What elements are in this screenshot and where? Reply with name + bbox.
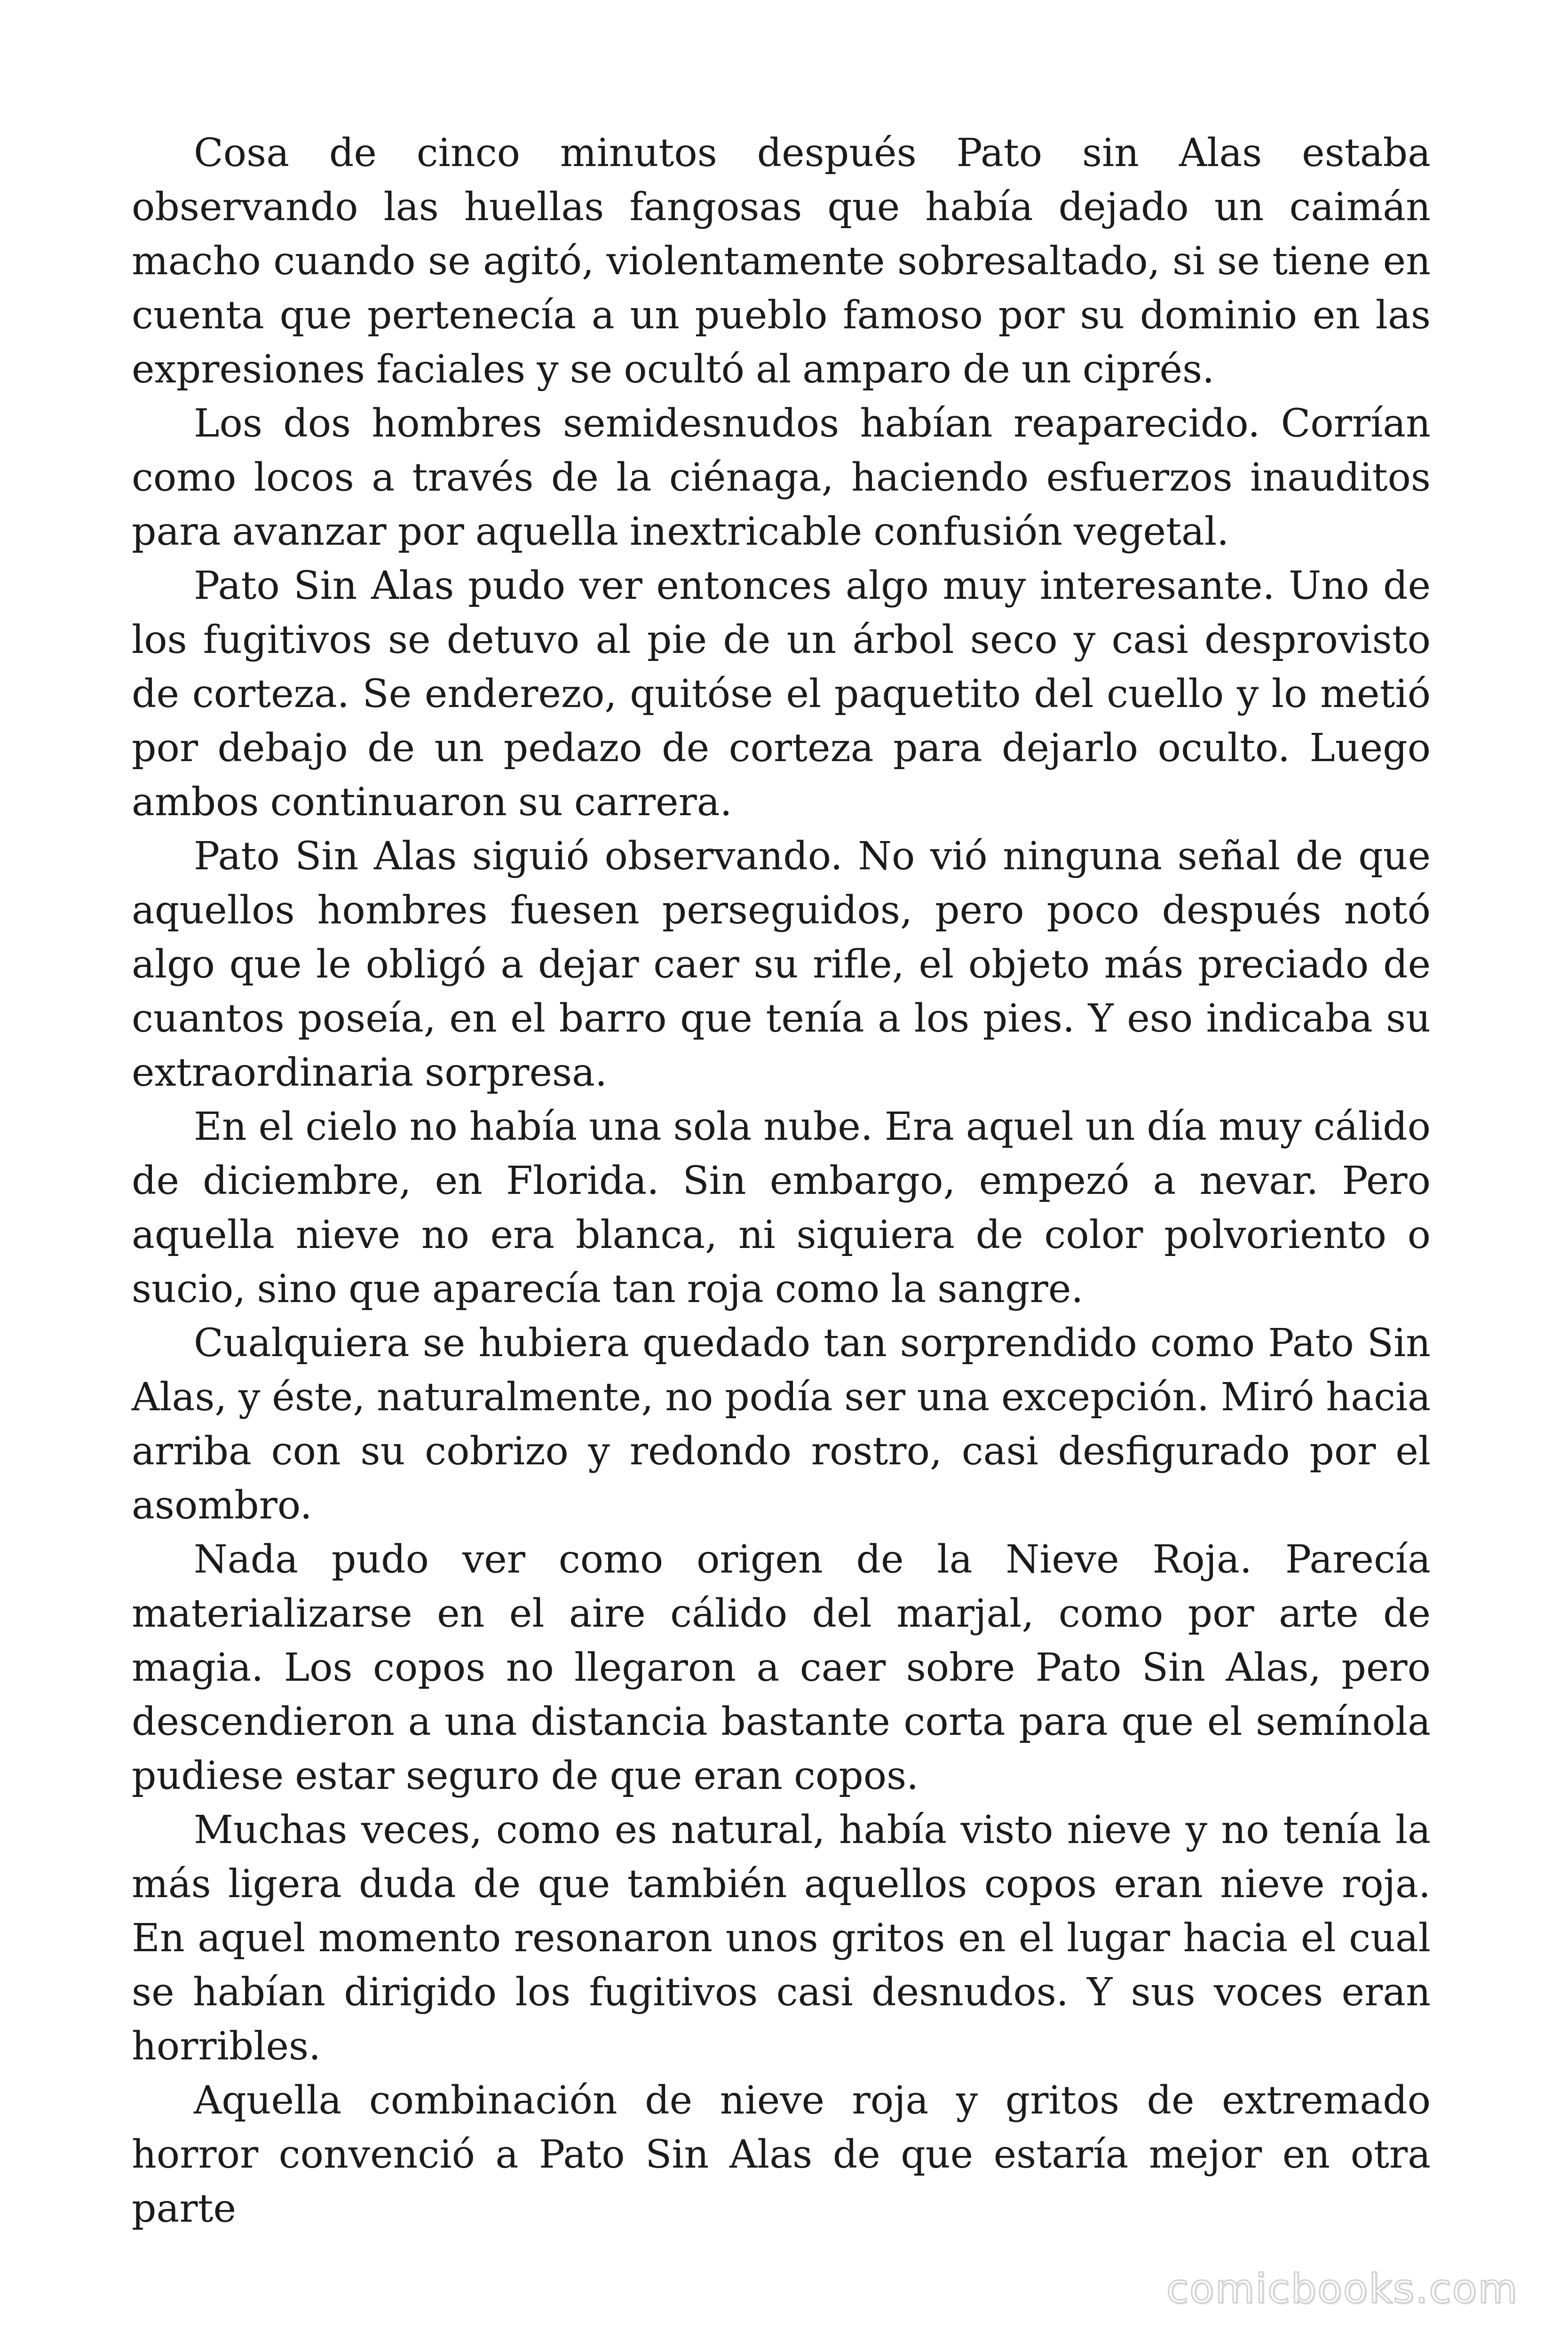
paragraph: Nada pudo ver como origen de la Nieve Roja. Parecía materializarse en el aire cálido del marjal, como por arte de magia. Los copos no llegaron a caer sobre Pato Sin Alas, pero descendieron a una distancia bastante corta para que el semínola pudiese estar seguro de que eran copos. [132,1537,1431,1798]
paragraph: Muchas veces, como es natural, había visto nieve y no tenía la más ligera duda de que también aquellos copos eran nieve roja. En aquel momento resonaron unos gritos en el lugar hacia el cual se habían dirigido los fugitivos casi desnudos. Y sus voces eran horribles. [132,1808,1431,2069]
paragraph: Aquella combinación de nieve roja y gritos de extremado horror convenció a Pato Sin Alas de que estaría mejor en otra parte [132,2078,1431,2231]
paragraph: Los dos hombres semidesnudos habían reaparecido. Corrían como locos a través de la ciénaga, haciendo esfuerzos inauditos para avanzar por aquella inextricable confusión vegetal. [132,401,1431,554]
paragraph: Cualquiera se hubiera quedado tan sorprendido como Pato Sin Alas, y éste, naturalmente, no podía ser una excepción. Miró hacia arriba con su cobrizo y redondo rostro, casi desfigurado por el asombro. [132,1321,1431,1528]
book-page-text [132,126,1431,2236]
paragraph: En el cielo no había una sola nube. Era aquel un día muy cálido de diciembre, en Florida. Sin embargo, empezó a nevar. Pero aquella nieve no era blanca, ni siquiera de color polvoriento o sucio, sino que aparecía tan roja como la sangre. [132,1104,1431,1311]
paragraph: Pato Sin Alas pudo ver entonces algo muy interesante. Uno de los fugitivos se detuvo al pie de un árbol seco y casi desprovisto de corteza. Se enderezo, quitóse el paquetito del cuello y lo metió por debajo de un pedazo de corteza para dejarlo oculto. Luego ambos continuaron su carrera. [132,564,1431,825]
paragraph: Cosa de cinco minutos después Pato sin Alas estaba observando las huellas fangosas que había dejado un caimán macho cuando se agitó, violentamente sobresaltado, si se tiene en cuenta que pertenecía a un pueblo famoso por su dominio en las expresiones faciales y se ocultó al amparo de un ciprés. [132,131,1431,392]
watermark: comicbooks.com [1166,2265,1518,2312]
paragraph: Pato Sin Alas siguió observando. No vió ninguna señal de que aquellos hombres fuesen perseguidos, pero poco después notó algo que le obligó a dejar caer su rifle, el objeto más preciado de cuantos poseía, en el barro que tenía a los pies. Y eso indicaba su extraordinaria sorpresa. [132,834,1431,1095]
